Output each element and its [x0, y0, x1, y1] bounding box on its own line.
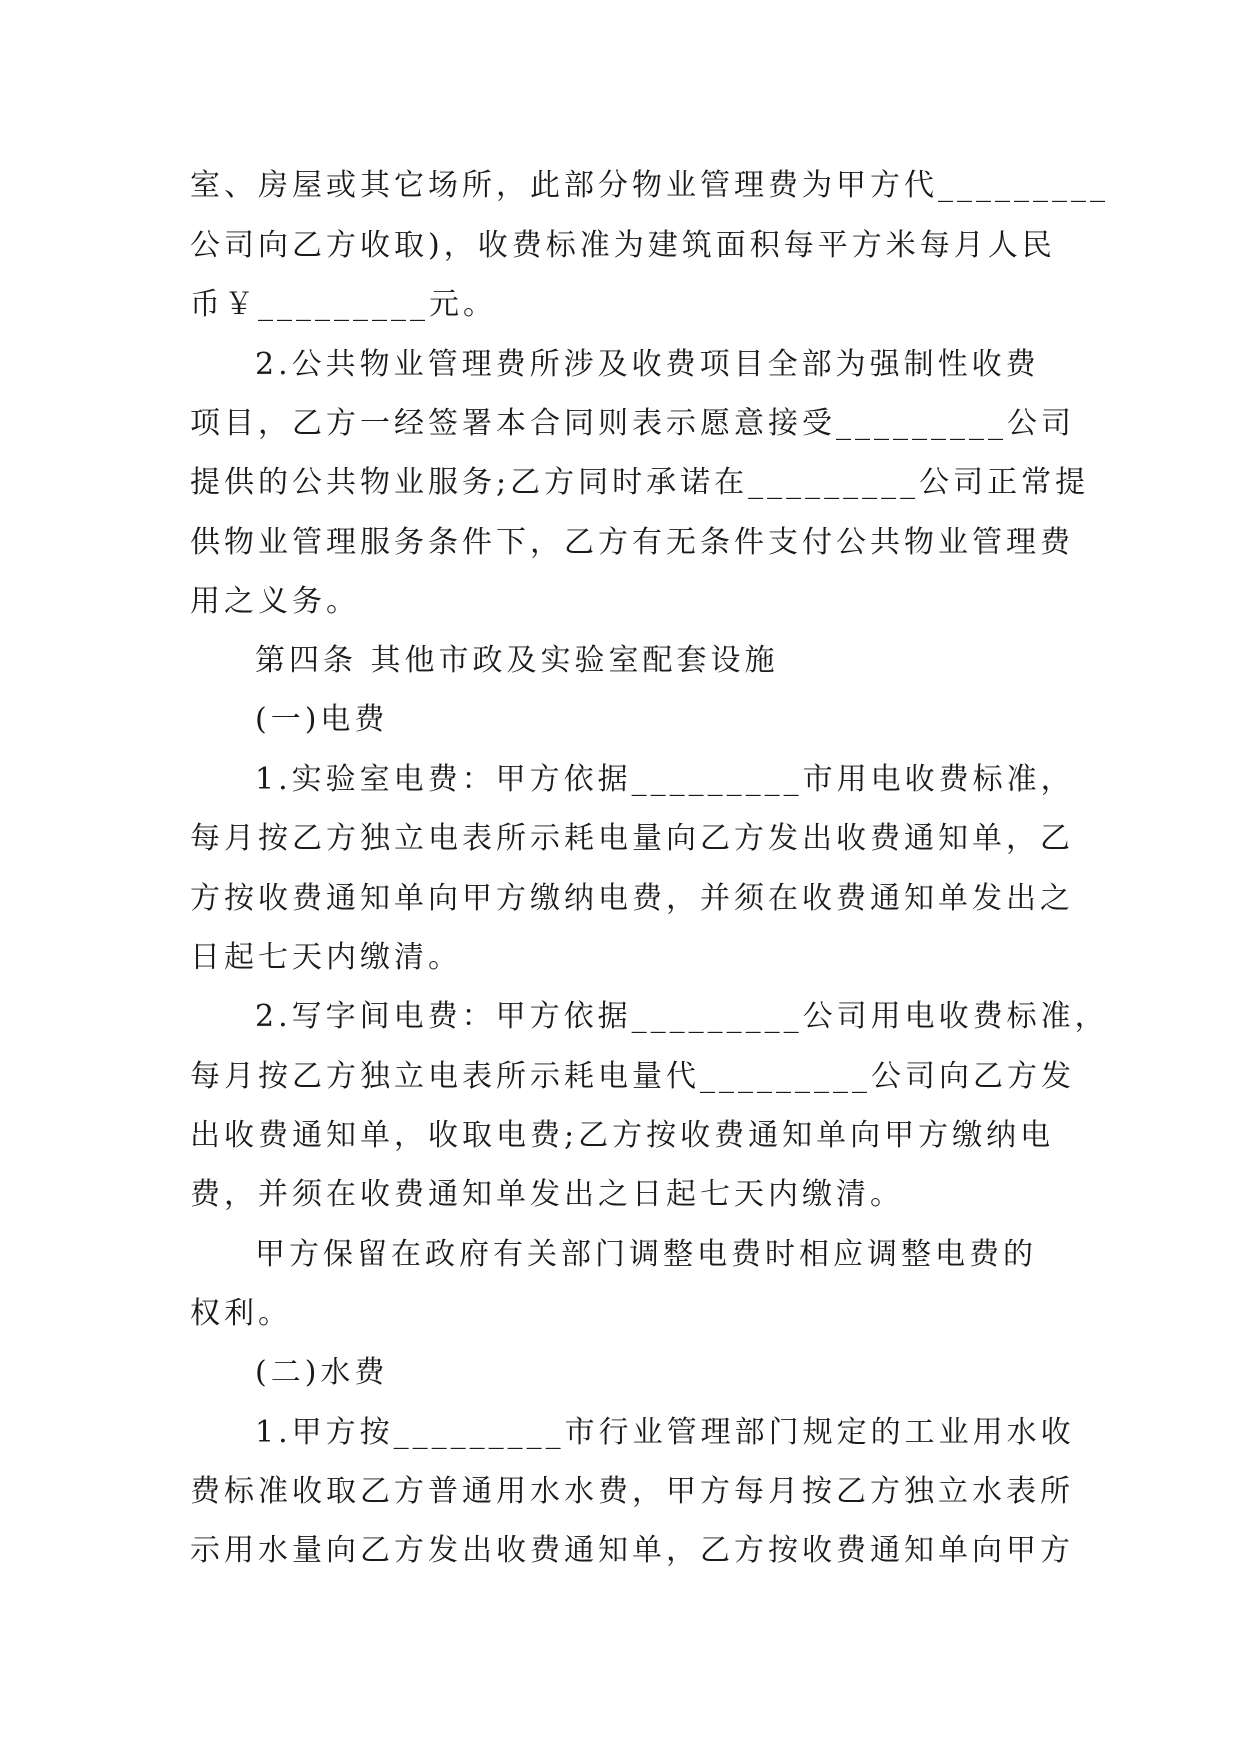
text-line: 室、房屋或其它场所，此部分物业管理费为甲方代_________ — [190, 168, 1109, 203]
section-heading: 第四条 其他市政及实验室配套设施 — [255, 643, 779, 678]
text-line: 每月按乙方独立电表所示耗电量代_________公司向乙方发 — [190, 1059, 1075, 1094]
text-line: 甲方保留在政府有关部门调整电费时相应调整电费的 — [255, 1237, 1037, 1272]
text-line: 每月按乙方独立电表所示耗电量向乙方发出收费通知单，乙 — [190, 821, 1074, 856]
text-line: 币￥_________元。 — [190, 287, 497, 322]
text-line: 方按收费通知单向甲方缴纳电费，并须在收费通知单发出之 — [190, 881, 1074, 916]
text-line: 出收费通知单，收取电费;乙方按收费通知单向甲方缴纳电 — [190, 1118, 1055, 1153]
text-line: 费标准收取乙方普通用水水费，甲方每月按乙方独立水表所 — [190, 1474, 1074, 1509]
text-line: 2.公共物业管理费所涉及收费项目全部为强制性收费 — [255, 347, 1040, 382]
text-line: 1.甲方按_________市行业管理部门规定的工业用水收 — [255, 1415, 1075, 1450]
text-line: 示用水量向乙方发出收费通知单，乙方按收费通知单向甲方 — [190, 1533, 1074, 1568]
text-line: 公司向乙方收取)，收费标准为建筑面积每平方米每月人民 — [190, 228, 1056, 263]
text-line: 供物业管理服务条件下，乙方有无条件支付公共物业管理费 — [190, 525, 1074, 560]
text-line: 1.实验室电费：甲方依据_________市用电收费标准， — [255, 762, 1075, 797]
text-line: 费，并须在收费通知单发出之日起七天内缴清。 — [190, 1177, 904, 1212]
text-line: 用之义务。 — [190, 584, 360, 619]
text-line: 2.写字间电费：甲方依据_________公司用电收费标准， — [255, 999, 1109, 1034]
text-line: 日起七天内缴清。 — [190, 940, 462, 975]
text-line: 提供的公共物业服务;乙方同时承诺在_________公司正常提 — [190, 465, 1090, 500]
subsection-heading: (二)水费 — [255, 1355, 389, 1390]
subsection-heading: (一)电费 — [255, 702, 389, 737]
text-line: 项目，乙方一经签署本合同则表示愿意接受_________公司 — [190, 406, 1075, 441]
text-line: 权利。 — [190, 1296, 292, 1331]
